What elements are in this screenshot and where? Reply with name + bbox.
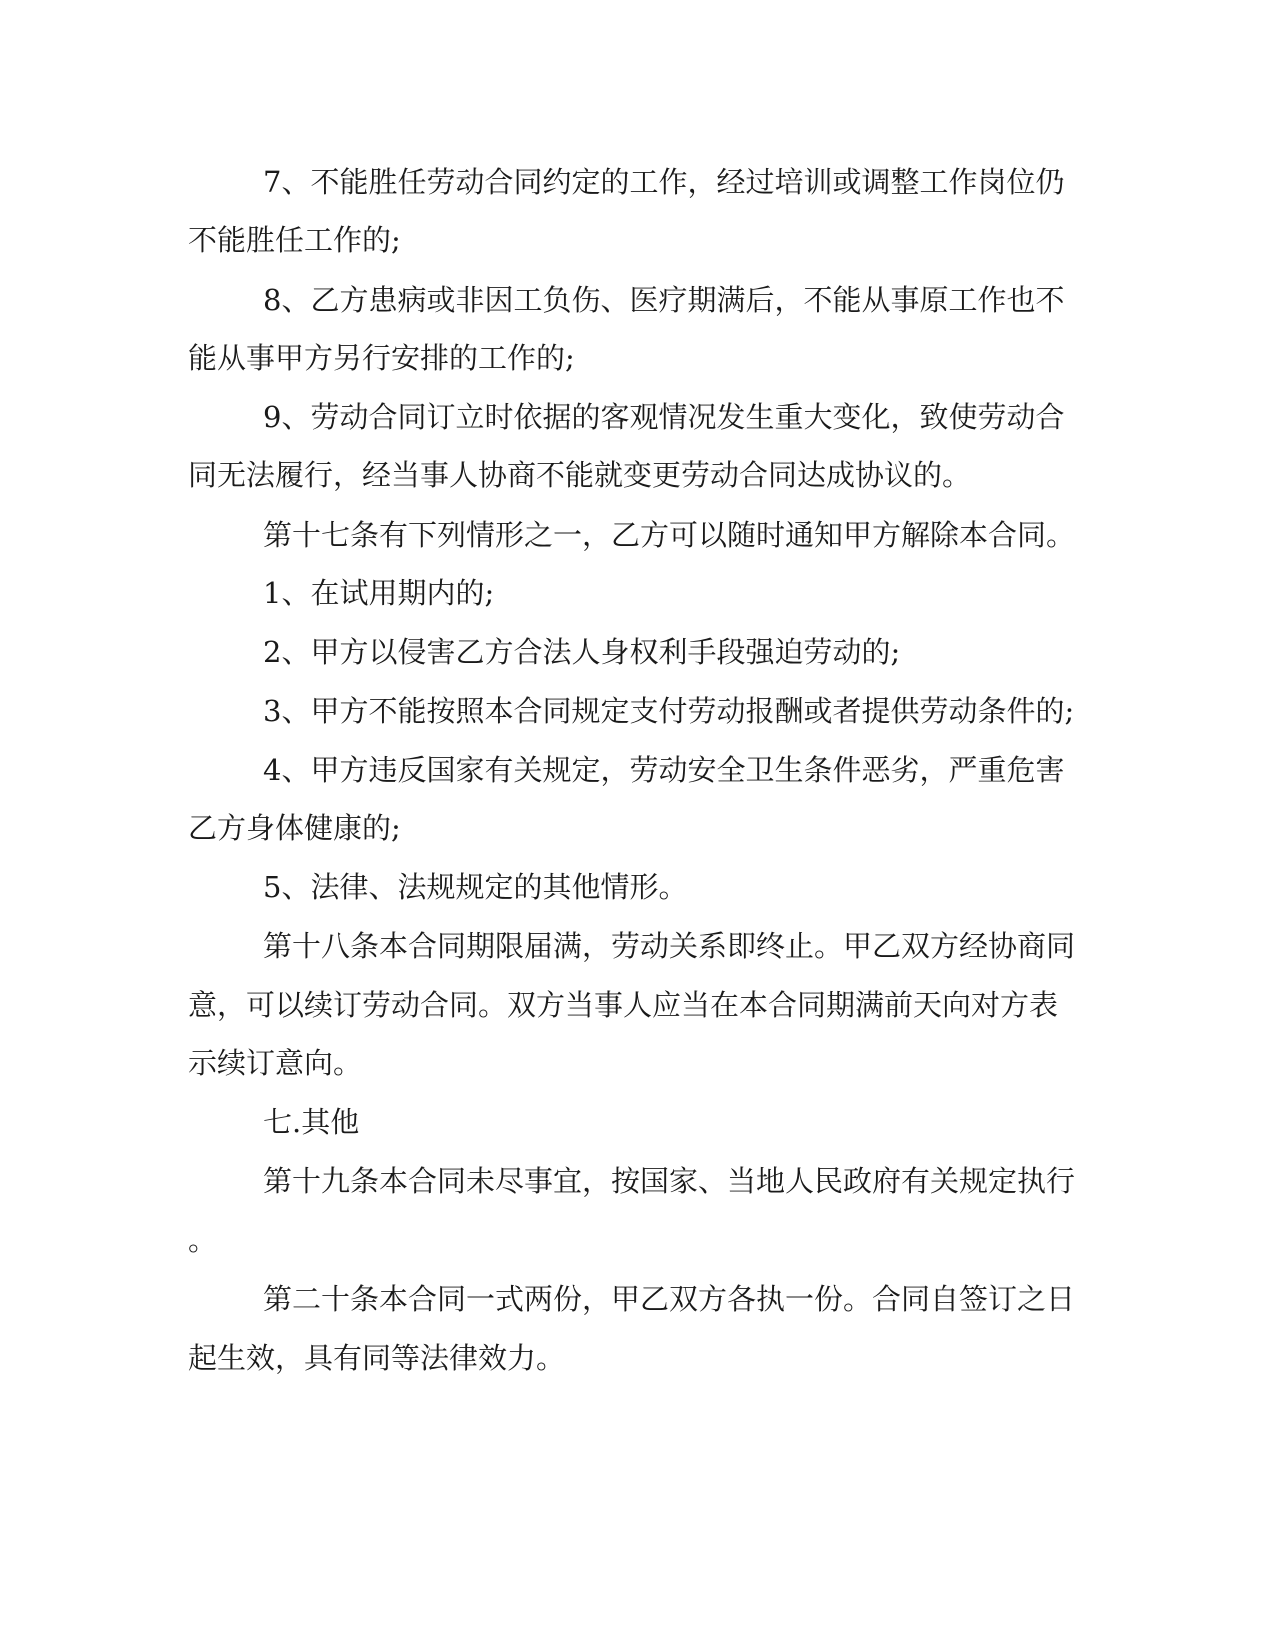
text-line: 8、乙方患病或非因工负伤、医疗期满后，不能从事原工作也不 (263, 283, 1065, 317)
text-line: 起生效，具有同等法律效力。 (188, 1341, 566, 1375)
text-line: 第十九条本合同未尽事宜，按国家、当地人民政府有关规定执行 (263, 1164, 1076, 1198)
text-line: 同无法履行，经当事人协商不能就变更劳动合同达成协议的。 (188, 458, 972, 492)
text-line: 能从事甲方另行安排的工作的; (188, 341, 575, 375)
text-line: 4、甲方违反国家有关规定，劳动安全卫生条件恶劣，严重危害 (263, 753, 1065, 787)
text-line: 7、不能胜任劳动合同约定的工作，经过培训或调整工作岗位仍 (263, 165, 1065, 199)
text-line: 5、法律、法规规定的其他情形。 (263, 870, 688, 904)
text-line: 第二十条本合同一式两份，甲乙双方各执一份。合同自签订之日 (263, 1282, 1076, 1316)
text-line: 1、在试用期内的; (263, 576, 495, 610)
text-line: 9、劳动合同订立时依据的客观情况发生重大变化，致使劳动合 (263, 400, 1065, 434)
text-line: 乙方身体健康的; (188, 811, 401, 845)
section-heading: 七.其他 (263, 1105, 360, 1139)
text-line: 第十八条本合同期限届满，劳动关系即终止。甲乙双方经协商同 (263, 929, 1076, 963)
text-line: 示续订意向。 (188, 1046, 363, 1080)
text-line: 。 (188, 1223, 218, 1257)
text-line: 3、甲方不能按照本合同规定支付劳动报酬或者提供劳动条件的; (263, 694, 1075, 728)
text-line: 2、甲方以侵害乙方合法人身权利手段强迫劳动的; (263, 635, 901, 669)
text-line: 不能胜任工作的; (188, 223, 401, 257)
text-line: 第十七条有下列情形之一，乙方可以随时通知甲方解除本合同。 (263, 518, 1076, 552)
text-line: 意，可以续订劳动合同。双方当事人应当在本合同期满前天向对方表 (188, 988, 1059, 1022)
